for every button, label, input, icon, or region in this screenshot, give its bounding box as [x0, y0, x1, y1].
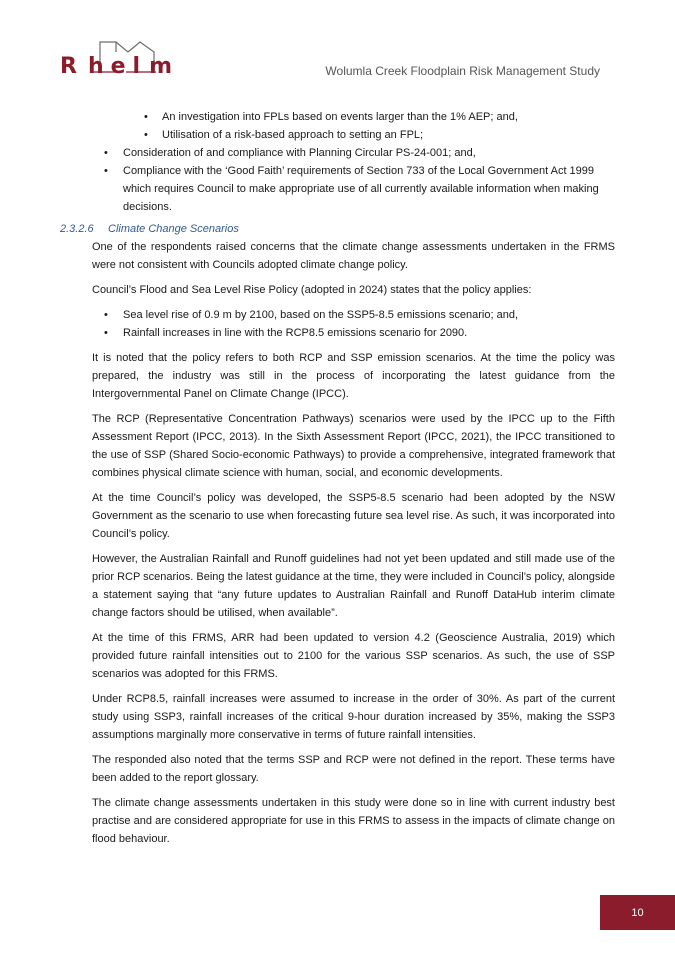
- section-title: Climate Change Scenarios: [108, 223, 239, 235]
- paragraph: Under RCP8.5, rainfall increases were assumed to increase in the order of 30%. As part of the current study using SSP3, rainfall increases of the critical 9-hour duration increased by 35%, making the SSP3 assumptions marginally more conservative in terms of future rainfall intensities.: [92, 693, 615, 741]
- list-item: • Consideration of and compliance with Planning Circular PS-24-001; and,: [92, 144, 615, 162]
- policy-bullet-list: [92, 306, 615, 342]
- paragraph: At the time of this FRMS, ARR had been updated to version 4.2 (Geoscience Australia, 2019) which provided future rainfall intensities out to 2100 for the various SSP scenarios. As such, the use of SSP scenarios was adopted for this FRMS.: [92, 632, 615, 680]
- paragraph: It is noted that the policy refers to both RCP and SSP emission scenarios. At the time the policy was prepared, the industry was still in the process of incorporating the latest guidance from the Intergovernmental Panel on Climate Change (IPCC).: [92, 352, 615, 400]
- page-content: [60, 108, 615, 855]
- logo-text: R h e l m: [60, 54, 173, 79]
- company-logo: [60, 38, 178, 80]
- page-number: 10: [631, 906, 644, 919]
- continued-bullet-list: [92, 108, 615, 216]
- list-item: • Compliance with the ‘Good Faith’ requirements of Section 733 of the Local Government Act 1999 which requires Council to make appropriate use of all currently available information when making decisions.: [92, 162, 615, 216]
- paragraph: However, the Australian Rainfall and Runoff guidelines had not yet been updated and still made use of the prior RCP scenarios. Being the latest guidance at the time, they were included in Council’s policy, alongside a statement saying that “any future updates to Australian Rainfall and Runoff DataHub interim climate change factors should be utilised, when available”.: [92, 553, 615, 619]
- list-item: • Rainfall increases in line with the RCP8.5 emissions scenario for 2090.: [92, 324, 615, 342]
- paragraph: The responded also noted that the terms SSP and RCP were not defined in the report. These terms have been added to the report glossary.: [92, 754, 615, 784]
- paragraph: One of the respondents raised concerns that the climate change assessments undertaken in the FRMS were not consistent with Councils adopted climate change policy.: [92, 241, 615, 271]
- paragraph: Council’s Flood and Sea Level Rise Policy (adopted in 2024) states that the policy applies:: [92, 284, 532, 296]
- paragraph: At the time Council’s policy was developed, the SSP5-8.5 scenario had been adopted by the NSW Government as the scenario to use when forecasting future sea level rise. As such, it was incorporated into Council’s policy.: [92, 492, 615, 540]
- section-heading: [60, 220, 615, 238]
- document-title: Wolumla Creek Floodplain Risk Management Study: [325, 64, 600, 78]
- list-item: • An investigation into FPLs based on events larger than the 1% AEP; and,: [92, 108, 615, 126]
- page-number-badge: [600, 895, 675, 930]
- list-item: • Sea level rise of 0.9 m by 2100, based on the SSP5-8.5 emissions scenario; and,: [92, 306, 615, 324]
- list-item: • Utilisation of a risk-based approach to setting an FPL;: [92, 126, 615, 144]
- section-number: 2.3.2.6: [60, 223, 94, 235]
- paragraph: The RCP (Representative Concentration Pathways) scenarios were used by the IPCC up to the Fifth Assessment Report (IPCC, 2013). In the Sixth Assessment Report (IPCC, 2021), the IPCC transitioned to the use of SSP (Shared Socio-economic Pathways) to provide a comprehensive, integrated framework that combines physical climate science with human, social, and economic developments.: [92, 413, 615, 479]
- paragraph: The climate change assessments undertaken in this study were done so in line with current industry best practise and are considered appropriate for use in this FRMS to assess in the impacts of climate change on flood behaviour.: [92, 797, 615, 845]
